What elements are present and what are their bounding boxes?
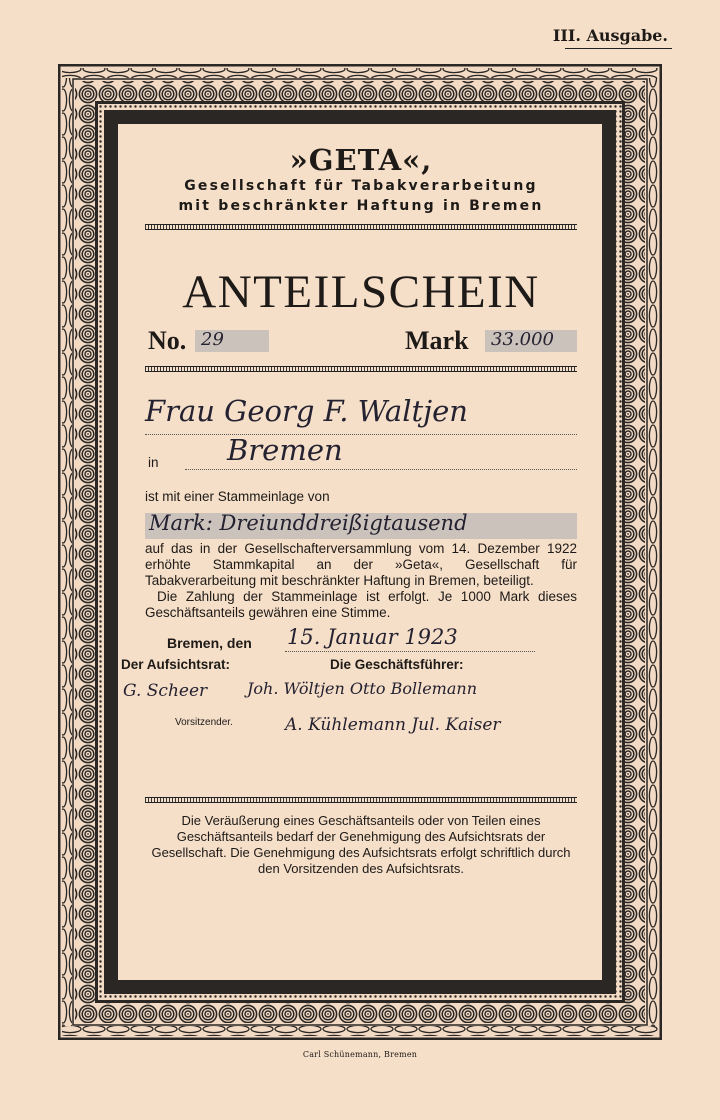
decorative-rule-3 xyxy=(145,797,577,803)
amount-label: Mark xyxy=(405,326,469,355)
document-title: ANTEILSCHEIN xyxy=(182,266,540,318)
printer-imprint: Carl Schünemann, Bremen xyxy=(302,1050,418,1059)
date-prefix: Bremen, den xyxy=(167,635,252,651)
amount-value: 33.000 xyxy=(491,329,554,350)
certificate-content xyxy=(121,125,577,877)
footnote: Die Veräußerung eines Geschäftsanteils oder von Teilen eines Geschäftsanteils bedarf der Genehmigung des Aufsichtsrats der Gesellschaft. Die Genehmigung des Aufsichtsrats erfolgt schriftlich durch den Vorsitzenden des Aufsichtsrats. xyxy=(151,813,571,876)
number-box xyxy=(195,330,269,352)
holder-city: Bremen xyxy=(227,433,343,467)
edition-underline xyxy=(565,48,672,49)
date-row xyxy=(145,627,577,655)
stake-amount-words: Mark: Dreiunddreißigtausend xyxy=(149,511,468,535)
company-name: »GETA«, xyxy=(289,143,433,177)
stake-amount-box xyxy=(145,513,577,539)
board-label: Der Aufsichtsrat: xyxy=(121,657,231,672)
date-line xyxy=(285,627,535,652)
number-label: No. xyxy=(148,326,187,355)
holder-name: Frau Georg F. Waltjen xyxy=(145,394,577,435)
date-value: 15. Januar 1923 xyxy=(287,625,458,649)
decorative-rule xyxy=(145,224,577,230)
city-line xyxy=(185,433,577,470)
stake-intro: ist mit einer Stammeinlage von xyxy=(145,489,330,504)
number-amount-row xyxy=(145,322,577,358)
amount-box xyxy=(485,330,577,352)
management-signature-2: A. Kühlemann Jul. Kaiser xyxy=(285,715,501,735)
company-line-1: Gesellschaft für Tabakverarbeitung xyxy=(184,178,538,194)
stake-body: auf das in der Gesellschafterversammlung vom 14. Dezember 1922 erhöhte Stammkapital an der »Geta«, Gesellschaft für Tabakverarbeitung mit beschränkter Haftung in Bremen, beteiligt. xyxy=(145,541,577,588)
management-signature-1: Joh. Wöltjen Otto Bollemann xyxy=(247,679,477,698)
holder-city-row xyxy=(145,433,577,473)
signature-block xyxy=(121,655,577,739)
management-label: Die Geschäftsführer: xyxy=(330,657,464,672)
board-signature: G. Scheer xyxy=(123,681,208,701)
in-label: in xyxy=(148,455,159,470)
edition-label: III. Ausgabe. xyxy=(552,26,668,45)
decorative-rule-2 xyxy=(145,366,577,372)
payment-note: Die Zahlung der Stammeinlage ist erfolgt. Je 1000 Mark dieses Geschäftsanteils gewähren eine Stimme. xyxy=(145,589,577,620)
company-line-2: mit beschränkter Haftung in Bremen xyxy=(178,198,544,214)
number-value: 29 xyxy=(201,329,224,350)
chair-label: Vorsitzender. xyxy=(175,717,233,728)
